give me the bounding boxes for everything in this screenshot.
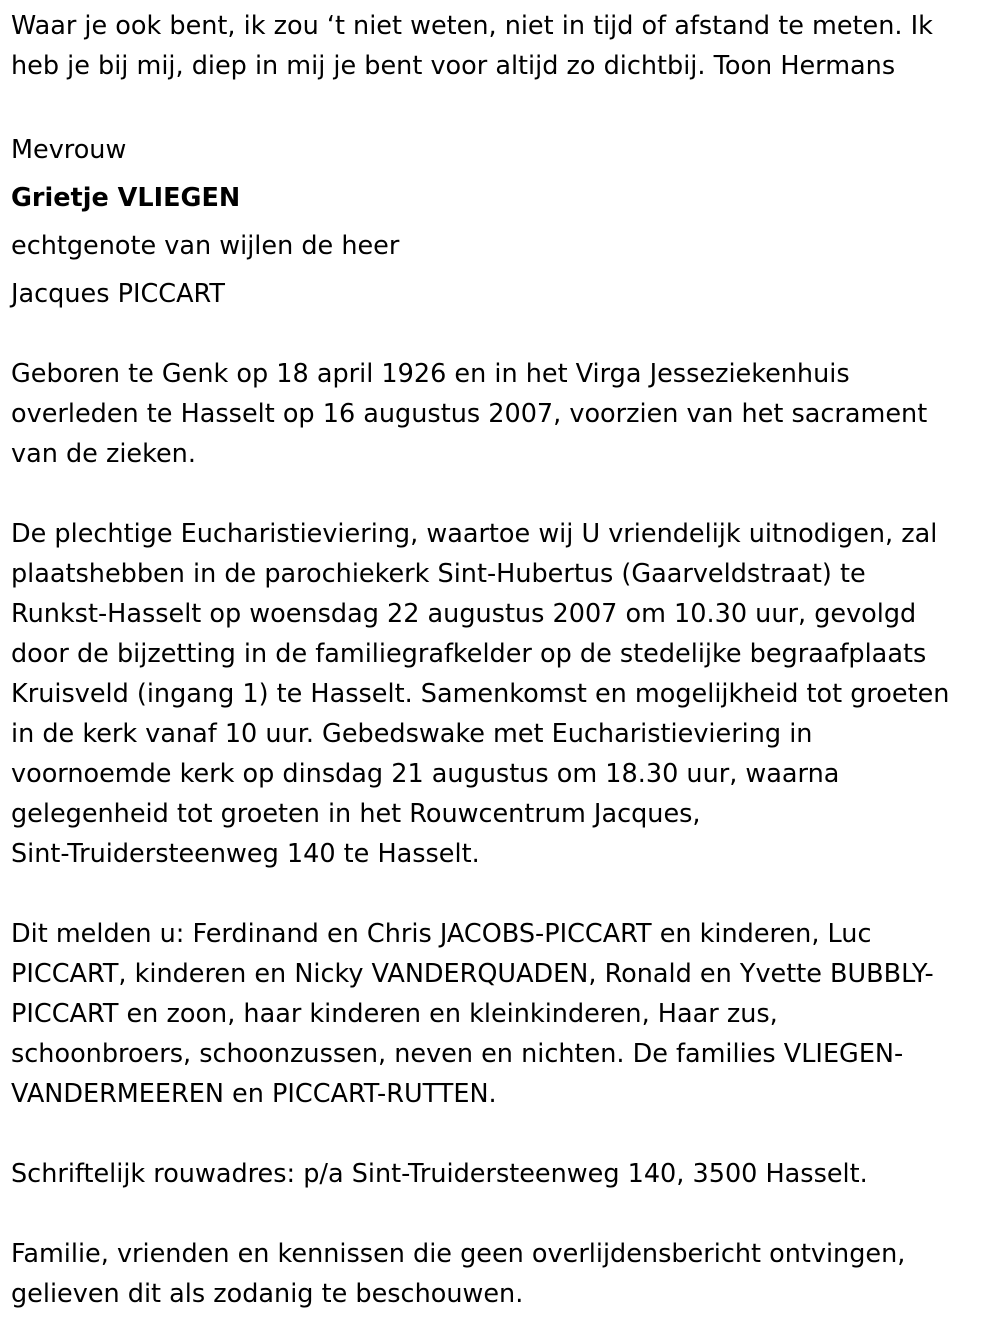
- paragraph-line: Kruisveld (ingang 1) te Hasselt. Samenkomst en mogelijkheid tot groeten: [11, 679, 950, 709]
- relation-text: echtgenote van wijlen de heer: [11, 231, 400, 261]
- paragraph-line: in de kerk vanaf 10 uur. Gebedswake met Eucharistieviering in: [11, 719, 813, 749]
- paragraph-line: Sint-Truidersteenweg 140 te Hasselt.: [11, 839, 480, 869]
- paragraph-line: VANDERMEEREN en PICCART-RUTTEN.: [11, 1079, 497, 1109]
- salutation: Mevrouw: [11, 135, 127, 165]
- paragraph-line: Geboren te Genk op 18 april 1926 en in het Virga Jesseziekenhuis: [11, 359, 850, 389]
- paragraph-line: Familie, vrienden en kennissen die geen overlijdensbericht ontvingen,: [11, 1239, 906, 1269]
- paragraph-line: Schriftelijk rouwadres: p/a Sint-Truidersteenweg 140, 3500 Hasselt.: [11, 1159, 868, 1189]
- paragraph-line: Dit melden u: Ferdinand en Chris JACOBS-PICCART en kinderen, Luc: [11, 919, 872, 949]
- spacer: [11, 318, 996, 354]
- paragraph-line: De plechtige Eucharistieviering, waartoe wij U vriendelijk uitnodigen, zal: [11, 519, 938, 549]
- spouse-name: Jacques PICCART: [11, 279, 225, 309]
- deceased-name: Grietje VLIEGEN: [11, 183, 241, 213]
- spacer: [11, 474, 996, 514]
- quote-line: heb je bij mij, diep in mij je bent voor altijd zo dichtbij. Toon Hermans: [11, 51, 896, 81]
- obituary-document: [11, 6, 996, 1314]
- paragraph-line: Runkst-Hasselt op woensdag 22 augustus 2007 om 10.30 uur, gevolgd: [11, 599, 917, 629]
- ceremony-paragraph: [11, 514, 996, 874]
- spacer: [11, 1194, 996, 1234]
- family-paragraph: [11, 914, 996, 1114]
- spacer: [11, 874, 996, 914]
- quote-paragraph: [11, 6, 996, 86]
- paragraph-line: overleden te Hasselt op 16 augustus 2007, voorzien van het sacrament: [11, 399, 928, 429]
- paragraph-line: schoonbroers, schoonzussen, neven en nichten. De families VLIEGEN-: [11, 1039, 904, 1069]
- paragraph-line: gelieven dit als zodanig te beschouwen.: [11, 1279, 524, 1309]
- closing-paragraph: [11, 1234, 996, 1314]
- paragraph-line: plaatshebben in de parochiekerk Sint-Hubertus (Gaarveldstraat) te: [11, 559, 866, 589]
- birth-death-paragraph: [11, 354, 996, 474]
- paragraph-line: PICCART en zoon, haar kinderen en kleinkinderen, Haar zus,: [11, 999, 778, 1029]
- spacer: [11, 1114, 996, 1154]
- paragraph-line: door de bijzetting in de familiegrafkelder op de stedelijke begraafplaats: [11, 639, 927, 669]
- paragraph-line: voornoemde kerk op dinsdag 21 augustus om 18.30 uur, waarna: [11, 759, 840, 789]
- paragraph-line: van de zieken.: [11, 439, 196, 469]
- deceased-header: [11, 126, 996, 318]
- quote-line: Waar je ook bent, ik zou ‘t niet weten, niet in tijd of afstand te meten. Ik: [11, 11, 933, 41]
- paragraph-line: PICCART, kinderen en Nicky VANDERQUADEN, Ronald en Yvette BUBBLY-: [11, 959, 934, 989]
- paragraph-line: gelegenheid tot groeten in het Rouwcentrum Jacques,: [11, 799, 701, 829]
- spacer: [11, 86, 996, 126]
- address-paragraph: [11, 1154, 996, 1194]
